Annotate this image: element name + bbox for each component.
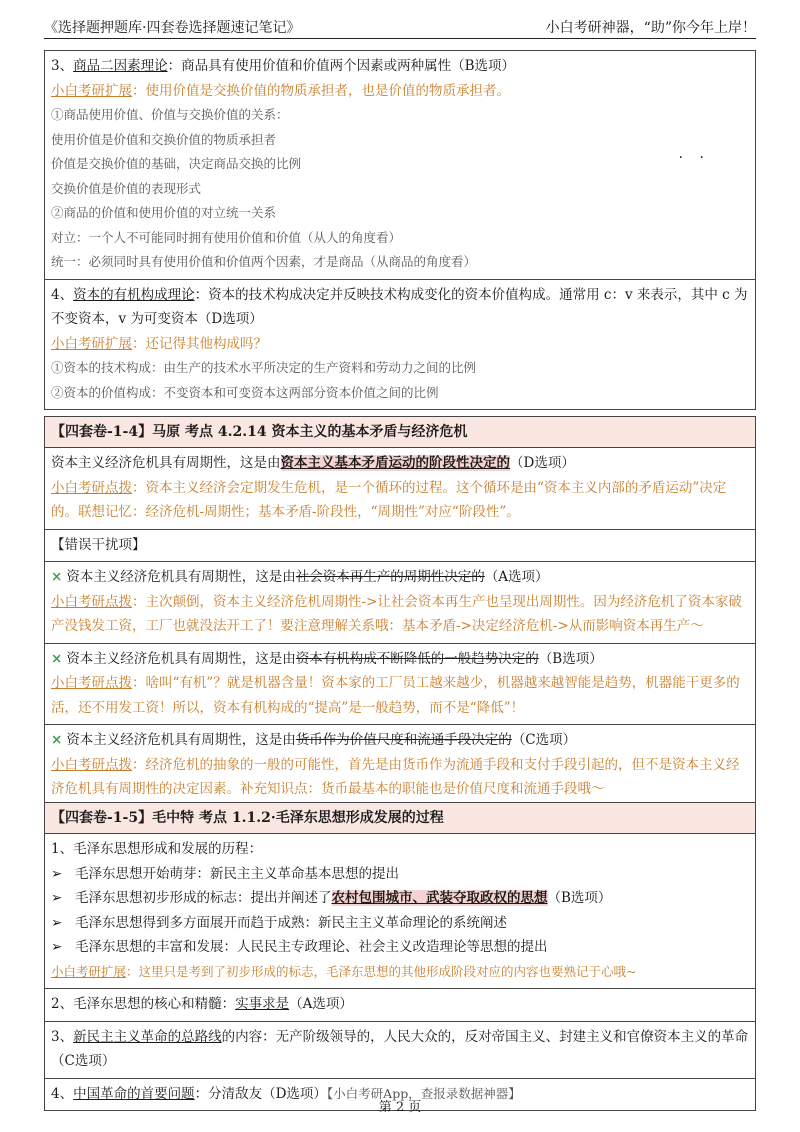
bullet-text: 毛泽东思想得到多方面展开而趋于成熟：新民主主义革命理论的系统阐述 bbox=[75, 914, 507, 931]
detail-line: ②商品的价值和使用价值的对立统一关系 bbox=[51, 205, 277, 220]
bullet-text: 毛泽东思想开始萌芽：新民主主义革命基本思想的提出 bbox=[75, 865, 399, 882]
wrong-mark-icon: × bbox=[51, 650, 63, 667]
extension-line bbox=[51, 79, 749, 104]
option-suffix: （C选项） bbox=[511, 732, 577, 748]
item3-line bbox=[51, 54, 749, 79]
wrong-option-c-row bbox=[45, 725, 755, 806]
answer-highlight: 资本主义基本矛盾运动的阶段性决定的 bbox=[280, 455, 510, 471]
correct-answer-row bbox=[45, 448, 755, 530]
wrong-mark-icon: × bbox=[51, 732, 63, 748]
wrong-option-a-row bbox=[45, 562, 755, 644]
item3-prefix: 3、 bbox=[51, 58, 74, 74]
item2-line bbox=[51, 992, 749, 1017]
page-number: 第 2 页 bbox=[378, 1100, 422, 1115]
header-left-title: 《选择题押题库·四套卷选择题速记笔记》 bbox=[44, 20, 301, 36]
answer-prefix: 资本主义经济危机具有周期性，这是由 bbox=[51, 455, 281, 471]
core-essence-row bbox=[45, 989, 755, 1022]
tip-line bbox=[51, 753, 749, 802]
answer-suffix: （D选项） bbox=[510, 455, 575, 471]
tip-line bbox=[51, 590, 749, 639]
bullet-prefix: 毛泽东思想初步形成的标志：提出并阐述了 bbox=[75, 890, 332, 906]
item4-prefix: 4、 bbox=[51, 286, 74, 303]
item4-term: 资本的有机构成理论 bbox=[73, 286, 195, 303]
option-strike: 社会资本再生产的周期性决定的 bbox=[295, 569, 485, 585]
correct-answer-line bbox=[51, 451, 749, 476]
section-title: 【四套卷-1-4】马原 考点 4.2.14 资本主义的基本矛盾与经济危机 bbox=[45, 417, 755, 448]
item4-prefix: 4、 bbox=[51, 1085, 74, 1102]
stray-dots: · · bbox=[678, 150, 710, 166]
notes-block-1 bbox=[44, 50, 756, 410]
extension-line bbox=[51, 960, 749, 985]
wrong-option-line bbox=[51, 647, 749, 672]
arrow-bullet-icon: ➢ bbox=[51, 865, 63, 882]
item3-text: 的内容：无产阶级领导的，人民大众的，反对帝国主义、封建主义和官僚资本主义的革命（C选项） bbox=[51, 1028, 749, 1069]
tip-text: ：啥叫“有机”？就是机器含量！资本家的工厂员工越来越少，机器越来越智能是趋势，机器能干更多的活，还不用发工资！所以，资本有机构成的“提高”是一般趋势，而不是“降低”！ bbox=[51, 675, 740, 716]
extension-text: ：使用价值是交换价值的物质承担者，也是价值的物质承担者。 bbox=[132, 82, 510, 99]
item2-suffix: （A选项） bbox=[289, 996, 353, 1012]
tip-text: ：经济危机的抽象的一般的可能性，首先是由货币作为流通手段和支付手段引起的，但不是资本主义经济危机具有周期性的决定因素。补充知识点：货币最基本的职能也是价值尺度和流通手段哦～ bbox=[51, 756, 740, 797]
detail-line: ①商品使用价值、价值与交换价值的关系： bbox=[51, 107, 289, 122]
tip-label: 小白考研点拨 bbox=[51, 593, 132, 610]
bullet-line bbox=[51, 911, 749, 936]
detail-line: ②资本的价值构成：不变资本和可变资本这两部分资本价值之间的比例 bbox=[51, 384, 439, 400]
option-suffix: （B选项） bbox=[538, 650, 603, 667]
tip-label: 小白考研点拨 bbox=[51, 479, 132, 496]
header-right-slogan: 小白考研神器，“助”你今年上岸！ bbox=[545, 20, 756, 36]
item3-text: ：商品具有使用价值和价值两个因素或两种属性（B选项） bbox=[167, 58, 516, 74]
item4-line bbox=[51, 283, 749, 332]
item3-line bbox=[51, 1025, 749, 1074]
arrow-bullet-icon: ➢ bbox=[51, 890, 63, 906]
wrong-option-b-row bbox=[45, 644, 755, 726]
wrong-option-line bbox=[51, 565, 749, 590]
option-prefix: 资本主义经济危机具有周期性，这是由 bbox=[66, 732, 296, 748]
app-promo-text: 【小白考研App，查报录数据神器】 bbox=[326, 1085, 521, 1101]
bullet-line bbox=[51, 935, 749, 960]
detail-line: 统一：必须同时具有使用价值和价值两个因素，才是商品（从商品的角度看） bbox=[51, 254, 477, 269]
item3-term: 新民主主义革命的总路线 bbox=[73, 1028, 222, 1045]
detail-line: ①资本的技术构成：由生产的技术水平所决定的生产资料和劳动力之间的比例 bbox=[51, 360, 477, 375]
wrong-options-title: 【错误干扰项】 bbox=[51, 536, 146, 553]
arrow-bullet-icon: ➢ bbox=[51, 939, 63, 955]
detail-line: 交换价值是价值的表现形式 bbox=[51, 180, 202, 196]
tip-line bbox=[51, 671, 749, 720]
wrong-option-line bbox=[51, 728, 749, 753]
tip-text: ：资本主义经济会定期发生危机，是一个循环的过程。这个循环是由“资本主义内部的矛盾运动”决定的。联想记忆：经济危机-周期性；基本矛盾-阶段性，“周期性”对应“阶段性”。 bbox=[51, 479, 727, 520]
tip-line bbox=[51, 476, 749, 525]
bullet-line bbox=[51, 886, 749, 911]
general-line-row bbox=[45, 1022, 755, 1079]
extension-text: ：这里只是考到了初步形成的标志，毛泽东思想的其他形成阶段对应的内容也要熟记于心哦~ bbox=[126, 963, 637, 979]
detail-line: 对立：一个人不可能同时拥有使用价值和价值（从人的角度看） bbox=[51, 229, 402, 245]
option-prefix: 资本主义经济危机具有周期性，这是由 bbox=[66, 569, 296, 585]
detail-line: 价值是交换价值的基础，决定商品交换的比例 bbox=[51, 156, 302, 171]
tip-label: 小白考研点拨 bbox=[51, 675, 132, 691]
arrow-bullet-icon: ➢ bbox=[51, 914, 63, 931]
mao-thought-history-row bbox=[45, 834, 755, 989]
extension-label: 小白考研扩展 bbox=[51, 82, 132, 99]
item4-text: ：分清敌友（D选项） bbox=[194, 1085, 327, 1102]
option-suffix: （A选项） bbox=[484, 569, 549, 585]
page-header bbox=[44, 14, 756, 39]
extension-line bbox=[51, 332, 749, 357]
extension-label: 小白考研扩展 bbox=[51, 335, 132, 352]
item4-text: ：资本的技术构成决定并反映技术构成变化的资本价值构成。通常用 c：v 来表示，其中 c 为不变资本，v 为可变资本（D选项） bbox=[51, 286, 748, 327]
extension-text: ：还记得其他构成吗？ bbox=[132, 335, 267, 352]
bullet-line bbox=[51, 862, 749, 887]
item3-prefix: 3、 bbox=[51, 1028, 74, 1045]
tip-label: 小白考研点拨 bbox=[51, 756, 132, 773]
option-strike: 货币作为价值尺度和流通手段决定的 bbox=[295, 732, 512, 748]
detail-line: 使用价值是价值和交换价值的物质承担者 bbox=[51, 131, 277, 147]
intro-line: 1、毛泽东思想形成和发展的历程： bbox=[51, 841, 263, 857]
bullet-suffix: （B选项） bbox=[547, 890, 612, 906]
bullet-text: 毛泽东思想的丰富和发展：人民民主专政理论、社会主义改造理论等思想的提出 bbox=[75, 939, 548, 955]
section-title: 【四套卷-1-5】毛中特 考点 1.1.2·毛泽东思想形成发展的过程 bbox=[45, 803, 755, 834]
option-strike: 资本有机构成不断降低的一般趋势决定的 bbox=[295, 650, 539, 667]
bullet-highlight: 农村包围城市、武装夺取政权的思想 bbox=[331, 890, 548, 906]
commodity-two-factors-row bbox=[45, 51, 755, 280]
item3-term: 商品二因素理论 bbox=[73, 58, 168, 74]
item2-term: 实事求是 bbox=[235, 996, 290, 1012]
organic-composition-row bbox=[45, 280, 755, 410]
extension-label: 小白考研扩展 bbox=[51, 963, 127, 979]
item4-term: 中国革命的首要问题 bbox=[73, 1085, 195, 1102]
wrong-mark-icon: × bbox=[51, 569, 63, 585]
option-prefix: 资本主义经济危机具有周期性，这是由 bbox=[66, 650, 296, 667]
wrong-options-title-row bbox=[45, 530, 755, 563]
notes-block-2 bbox=[44, 416, 756, 807]
item2-prefix: 2、毛泽东思想的核心和精髓： bbox=[51, 996, 236, 1012]
notes-block-3 bbox=[44, 802, 756, 1111]
tip-text: ：主次颠倒，资本主义经济危机周期性->让社会资本再生产也呈现出周期性。因为经济危机了资本家破产没钱发工资，工厂也就没法开工了！要注意理解关系哦：基本矛盾->决定经济危机->从而影响资本再生产～ bbox=[51, 593, 742, 634]
